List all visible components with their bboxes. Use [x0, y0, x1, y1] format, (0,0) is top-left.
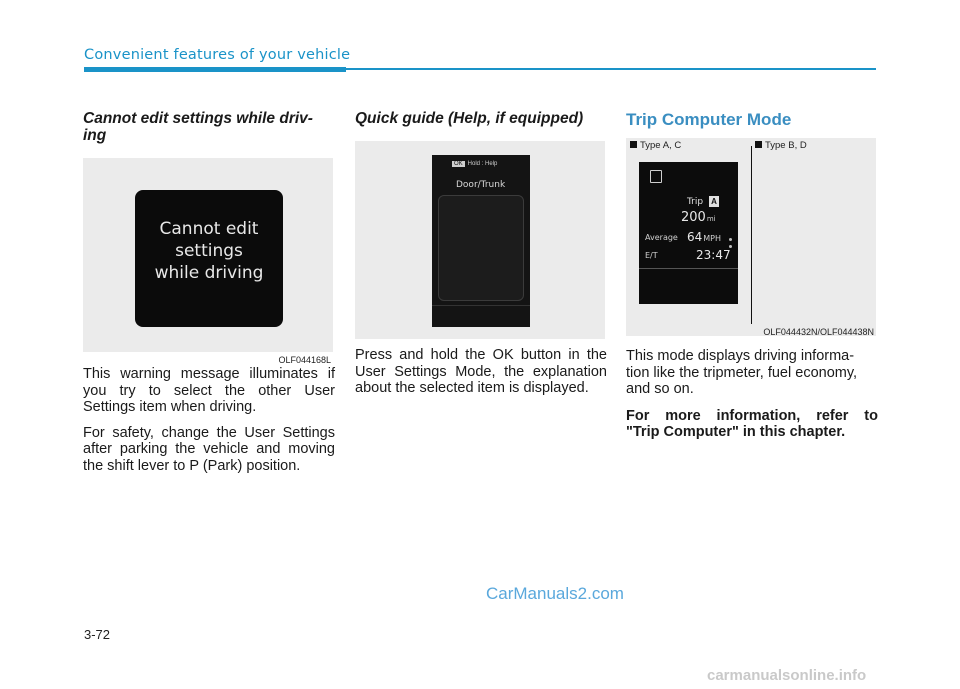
square-bullet-icon: [630, 141, 637, 148]
paragraph-safety: For safety, change the User Settings after parking the vehicle and moving the shift lever to P (Park) position.: [83, 424, 335, 474]
square-bullet-icon: [755, 141, 762, 148]
column-trip-computer: [626, 110, 878, 441]
warning-display-screen: [135, 190, 283, 327]
column-cannot-edit: [83, 110, 335, 474]
paragraph-more-info: [626, 408, 878, 441]
header-rule: [346, 68, 876, 70]
subheading-line-1: Cannot edit settings while driv-: [83, 110, 313, 127]
figure-quick-guide: [355, 141, 605, 339]
speed-unit: MPH: [703, 234, 722, 243]
figure-cannot-edit: [83, 158, 333, 365]
section-header-title: Convenient features of your vehicle: [84, 47, 351, 63]
fuel-pump-icon: [650, 170, 662, 183]
distance-unit: mi: [706, 215, 716, 223]
trip-a-badge: A: [709, 196, 719, 207]
subheading-cannot-edit: [83, 110, 335, 144]
quick-guide-display-screen: [432, 155, 530, 327]
quick-guide-content-box: [438, 195, 524, 301]
figure-trip-computer: [626, 138, 876, 336]
page-dot-icon: [729, 245, 732, 248]
elapsed-time-label: E/T: [645, 251, 658, 260]
trip-computer-display-screen: [639, 162, 738, 304]
average-label: Average: [645, 233, 678, 242]
page-number: 3-72: [84, 627, 111, 642]
elapsed-time-value: 23:47: [696, 248, 731, 262]
quick-guide-item-title: Door/Trunk: [456, 180, 506, 190]
paragraph-warning: This warning message illuminates if you try to select the other User Settings item when driving.: [83, 366, 335, 415]
heading-trip-computer-mode: Trip Computer Mode: [626, 110, 792, 129]
speed-value: 64: [687, 230, 703, 244]
trip-label: Trip: [687, 197, 704, 207]
type-label-right: [755, 140, 807, 151]
quick-guide-divider: [432, 305, 530, 306]
distance-value: 200: [681, 210, 706, 225]
subheading-line-2: ing: [83, 127, 107, 144]
warning-line-2: settings: [175, 241, 243, 261]
ok-badge: OK: [454, 161, 463, 167]
column-quick-guide: [355, 110, 607, 397]
trip-para-line-1: This mode displays driving informa-: [626, 348, 855, 364]
header-accent-bar: [84, 67, 346, 72]
image-code: OLF044432N/OLF044438N: [763, 327, 874, 337]
trip-para-line-2: tion like the tripmeter, fuel economy, and so on.: [626, 364, 858, 397]
type-right-text: Type B, D: [765, 140, 807, 151]
type-label-left: [630, 140, 681, 151]
trip-distance: [681, 210, 716, 225]
more-info-line-2: "Trip Computer" in this chapter.: [626, 424, 846, 440]
paragraph-trip-mode: [626, 348, 878, 398]
warning-line-1: Cannot edit: [159, 219, 259, 239]
type-left-text: Type A, C: [640, 140, 682, 151]
quick-guide-top-bar: [452, 161, 497, 167]
trip-display-divider: [639, 268, 738, 269]
watermark-link[interactable]: CarManuals2.com: [486, 584, 624, 603]
warning-display-text: [135, 218, 283, 284]
subheading-quick-guide: Quick guide (Help, if equipped): [355, 110, 584, 127]
paragraph-quick-guide: Press and hold the OK button in the User Settings Mode, the explanation about the selected item is displayed.: [355, 347, 607, 396]
hold-help-label: Hold : Help: [467, 161, 498, 167]
image-code: OLF044168L: [278, 355, 331, 365]
warning-line-3: while driving: [154, 263, 264, 283]
footer-watermark: carmanualsonline.info: [707, 667, 867, 684]
average-speed: [687, 230, 721, 244]
page-dot-icon: [729, 238, 732, 241]
more-info-line-1: For more information, refer to: [626, 407, 878, 424]
type-divider: [751, 146, 752, 324]
